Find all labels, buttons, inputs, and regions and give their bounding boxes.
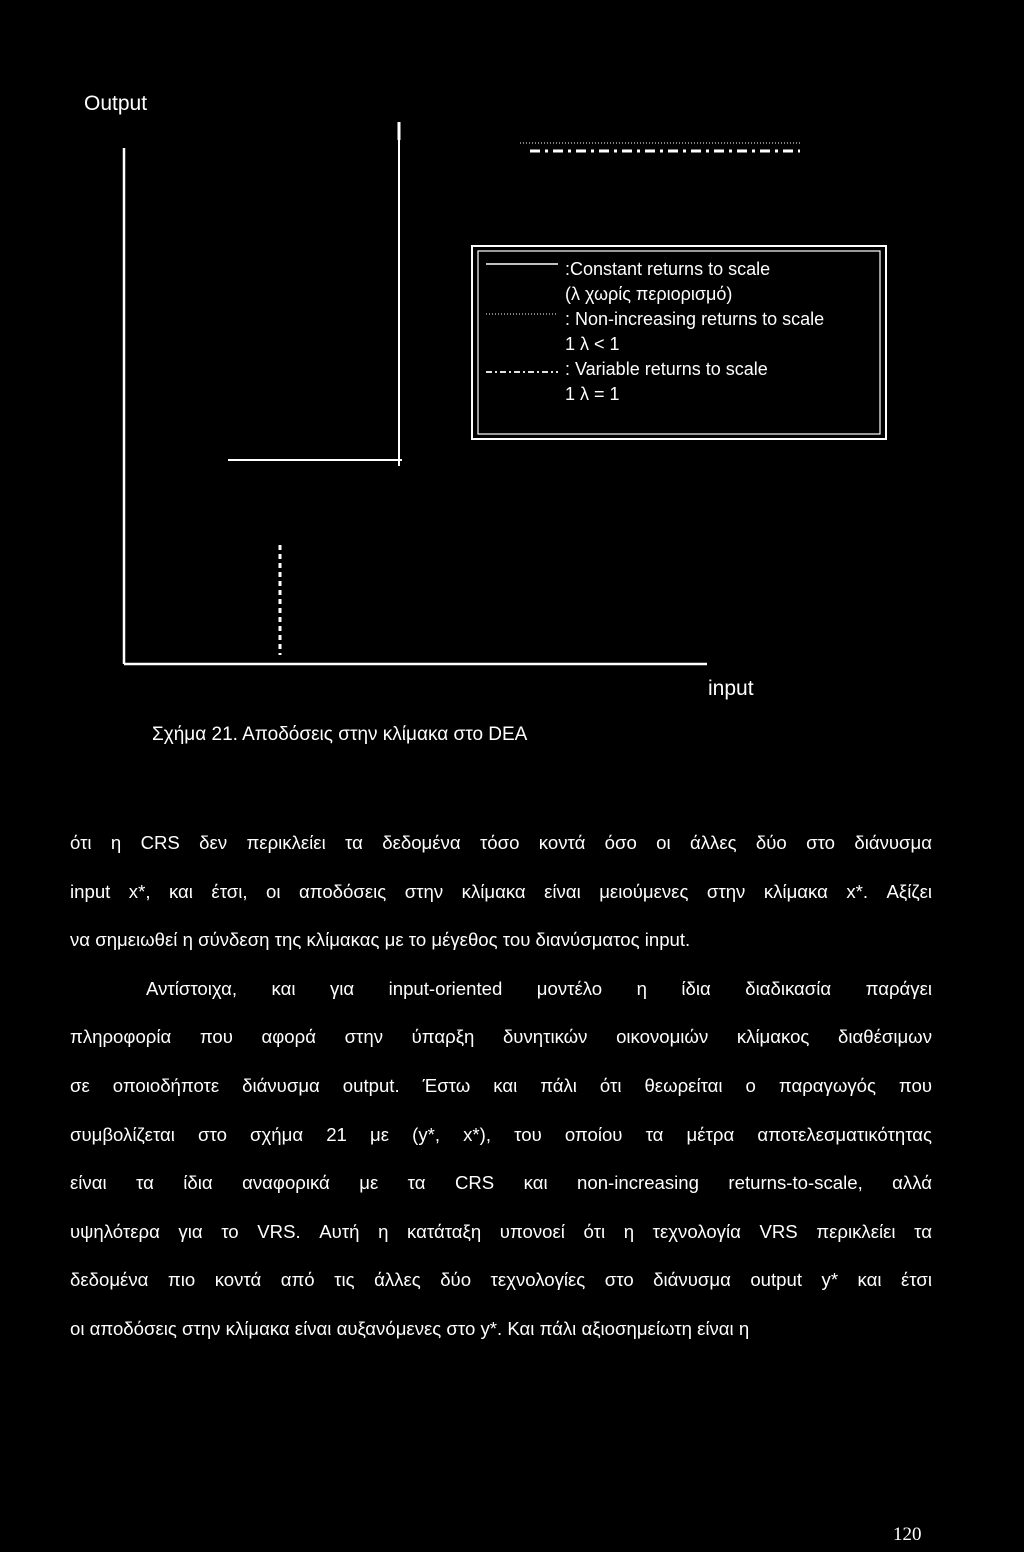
legend-entry-vrs: : Variable returns to scale: [565, 359, 768, 379]
y-axis-label: Output: [84, 92, 148, 115]
figure: [0, 0, 1024, 745]
body-line-7: συμβολίζεται στο σχήμα 21 με (y*, x*), του οποίου τα μέτρα αποτελεσματικότητας: [70, 1123, 932, 1145]
x-axis-label: input: [708, 677, 754, 700]
legend-entry-crs-note: (λ χωρίς περιορισμό): [565, 284, 733, 304]
body-line-4: Αντίστοιχα, και για input-oriented μοντέλο η ίδια διαδικασία παράγει: [146, 977, 932, 999]
body-line-10: δεδομένα πιο κοντά από τις άλλες δύο τεχνολογίες στο διάνυσμα output y* και έτσι: [70, 1269, 932, 1291]
legend-entry-nirs: : Non-increasing returns to scale: [565, 309, 825, 329]
legend-entry-crs: :Constant returns to scale: [565, 259, 771, 279]
figure-graphic: [0, 0, 1024, 720]
body-line-1: ότι η CRS δεν περικλείει τα δεδομένα τόσο κοντά όσο οι άλλες δύο στο διάνυσμα: [70, 832, 932, 853]
figure-caption: Σχήμα 21. Αποδόσεις στην κλίμακα στο DEA: [152, 724, 528, 745]
body-line-6: σε οποιοδήποτε διάνυσμα output. Έστω και πάλι ότι θεωρείται ο παραγωγός που: [70, 1074, 932, 1096]
body-line-5: πληροφορία που αφορά στην ύπαρξη δυνητικών οικονομιών κλίμακος διαθέσιμων: [70, 1026, 932, 1048]
body-line-2: input x*, και έτσι, οι αποδόσεις στην κλίμακα είναι μειούμενες στην κλίμακα x*. Αξίζει: [70, 880, 932, 902]
legend-entry-nirs-note: 1 λ < 1: [565, 334, 620, 354]
body-line-3: να σημειωθεί η σύνδεση της κλίμακας με το μέγεθος του διανύσματος input.: [70, 929, 691, 951]
legend-entry-vrs-note: 1 λ = 1: [565, 384, 620, 404]
body-text: [70, 825, 932, 1360]
body-line-11: οι αποδόσεις στην κλίμακα είναι αυξανόμενες στο y*. Και πάλι αξιοσημείωτη είναι η: [70, 1317, 750, 1339]
page-number: 120: [893, 1524, 922, 1545]
body-line-9: υψηλότερα για το VRS. Αυτή η κατάταξη υπονοεί ότι η τεχνολογία VRS περικλείει τα: [70, 1220, 932, 1242]
body-line-8: είναι τα ίδια αναφορικά με τα CRS και non-increasing returns-to-scale, αλλά: [70, 1172, 932, 1194]
